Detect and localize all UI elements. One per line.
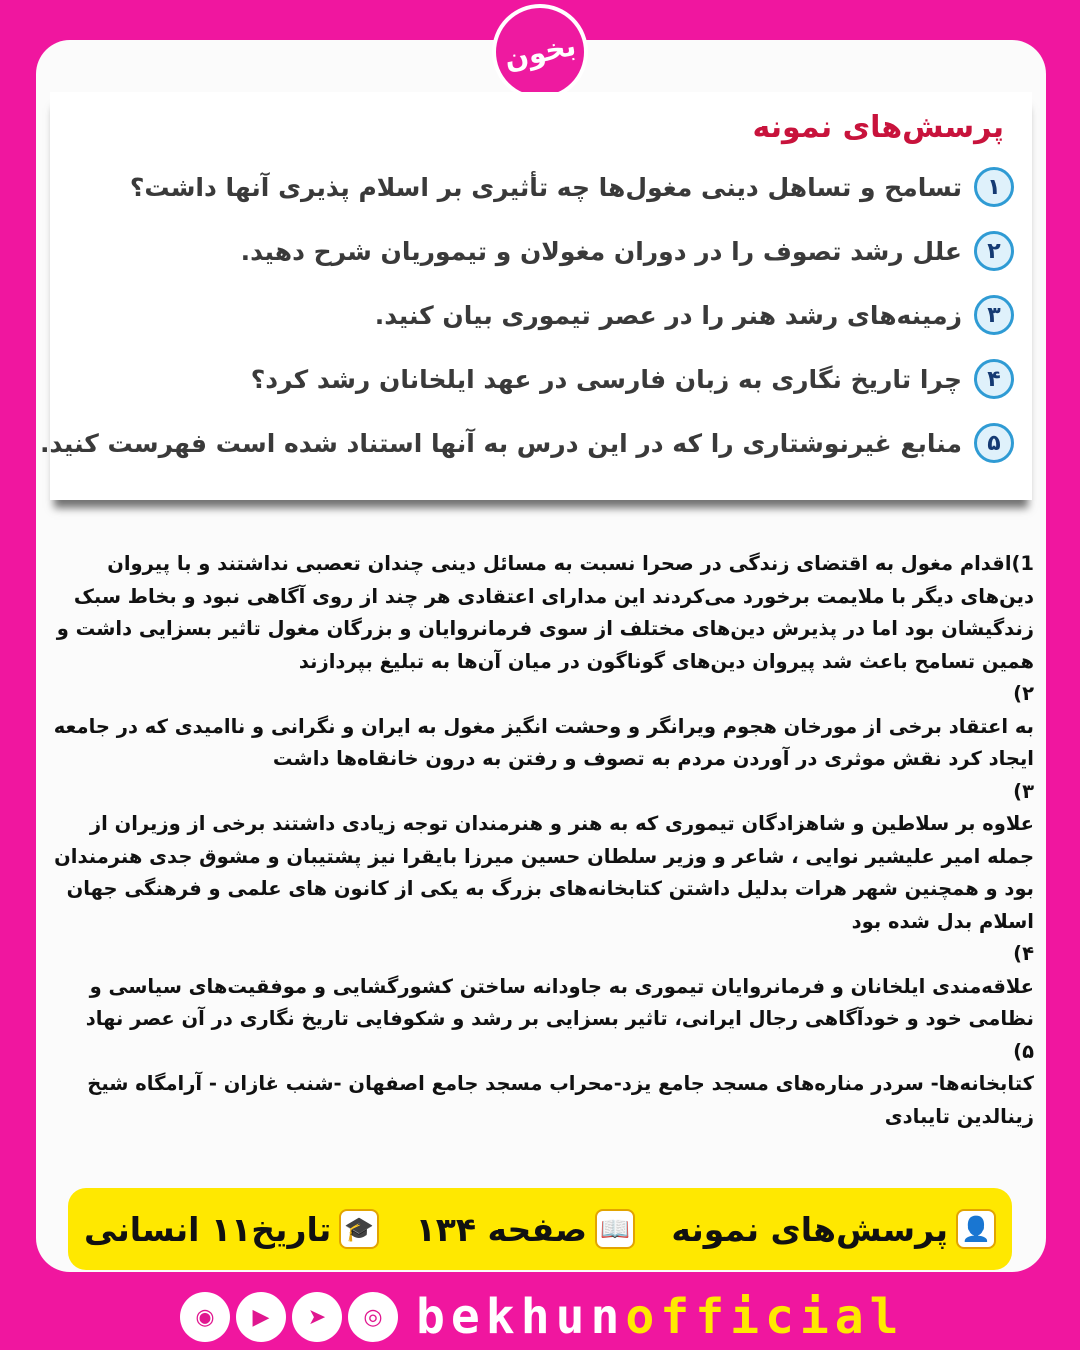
- question-number: ۵: [974, 423, 1014, 463]
- answer-2-number: ۲): [1013, 682, 1034, 705]
- course-label: [84, 1209, 379, 1249]
- answer-2: به اعتقاد برخی از مورخان هجوم ویرانگر و وحشت انگیز مغول به ایران و نگرانی و ناامیدی که در جامعه ایجاد کرد نقش موثری در آوردن مردم به تصوف و رفتن به درون خانقاه‌ها داشت: [53, 714, 1034, 770]
- question-row: [68, 155, 1014, 219]
- question-text: چرا تاریخ نگاری به زبان فارسی در عهد ایلخانان رشد کرد؟: [250, 364, 962, 394]
- topic-text: پرسش‌های نمونه: [671, 1209, 948, 1249]
- film-reel-icon[interactable]: ◉: [180, 1292, 230, 1342]
- footer: [180, 1288, 905, 1346]
- answer-3: علاوه بر سلاطین و شاهزادگان تیموری که به هنر و هنرمندان توجه زیادی داشتند برخی از وزیران از جمله امیر علیشیر نوایی ، شاعر و وزیر سلطان حسین میرزا بایقرا نیز پشتیبان و مشوق جدی هنرمندان بود و همچنین شهر هرات بدلیل داشتن کتابخانه‌های بزرگ به یکی از کانون های علمی و فرهنگی جهان اسلام بدل شده بود: [54, 812, 1034, 933]
- page-text: صفحه ۱۳۴: [415, 1209, 587, 1249]
- answer-5: کتابخانه‌ها- سردر مناره‌های مسجد جامع یزد-محراب مسجد جامع اصفهان -شنب غازان - آرامگاه شیخ زینالدین تایبادی: [87, 1072, 1034, 1128]
- answer-3-number: ۳): [1013, 779, 1034, 803]
- book-icon: 📖: [595, 1209, 635, 1249]
- question-row: [68, 283, 1014, 347]
- answers-section: [50, 548, 1034, 1133]
- answer-1: 1)اقدام مغول به اقتضای زندگی در صحرا نسبت به مسائل دینی چندان تعصبی نداشتند و با پیروان دین‌های دیگر با ملایمت برخورد می‌کردند این مدارای اعتقادی هر چند از روی آگاهی نبود و بخاط سبک زندگیشان بود اما در پذیرش دین‌های مختلف از سوی فرمانروایان و بزرگان مغول تاثیر بسزایی داشت و همین تسامح باعث شد پیروان دین‌های گوناگون در میان آن‌ها به تبلیغ بپردازند: [56, 552, 1034, 673]
- brand-part-a: bekhun: [416, 1289, 626, 1345]
- question-text: زمینه‌های رشد هنر را در عصر تیموری بیان کنید.: [374, 300, 962, 330]
- teacher-icon: 👤: [956, 1209, 996, 1249]
- question-number: ۱: [974, 167, 1014, 207]
- question-number: ۴: [974, 359, 1014, 399]
- question-row: [68, 347, 1014, 411]
- question-number: ۲: [974, 231, 1014, 271]
- question-text: تسامح و تساهل دینی مغول‌ها چه تأثیری بر اسلام پذیری آنها داشت؟: [129, 172, 962, 202]
- instagram-icon[interactable]: ◎: [348, 1292, 398, 1342]
- question-row: [39, 411, 1014, 475]
- question-text: علل رشد تصوف را در دوران مغولان و تیموریان شرح دهید.: [240, 236, 962, 266]
- textbook-questions-panel: [39, 92, 1032, 500]
- graduation-cap-icon: 🎓: [339, 1209, 379, 1249]
- page-label: [416, 1209, 635, 1249]
- panel-title: پرسش‌های نمونه: [752, 110, 1004, 145]
- question-number: ۳: [974, 295, 1014, 335]
- course-text: تاریخ۱۱ انسانی: [84, 1209, 332, 1249]
- logo-text: بخون: [501, 28, 579, 76]
- question-text: منابع غیرنوشتاری را که در این درس به آنها استناد شده است فهرست کنید.: [39, 428, 962, 458]
- answer-4-number: ۴): [1013, 942, 1034, 965]
- question-row: [68, 219, 1014, 283]
- answer-5-number: ۵): [1013, 1039, 1034, 1063]
- youtube-icon[interactable]: ▶: [236, 1292, 286, 1342]
- brand-part-b: official: [625, 1289, 905, 1345]
- telegram-icon[interactable]: ➤: [292, 1292, 342, 1342]
- logo: [492, 4, 588, 100]
- answer-4: علاقه‌مندی ایلخانان و فرمانروایان تیموری به جاودانه ساختن کشورگشایی و موفقیت‌های سیاسی و نظامی خود و خودآگاهی رجال ایرانی، تاثیر بسزایی بر رشد و شکوفایی تاریخ نگاری در آن عصر نهاد: [85, 974, 1034, 1030]
- topic-label: [671, 1209, 996, 1249]
- brand-handle[interactable]: [416, 1289, 905, 1345]
- info-bar: [68, 1188, 1012, 1270]
